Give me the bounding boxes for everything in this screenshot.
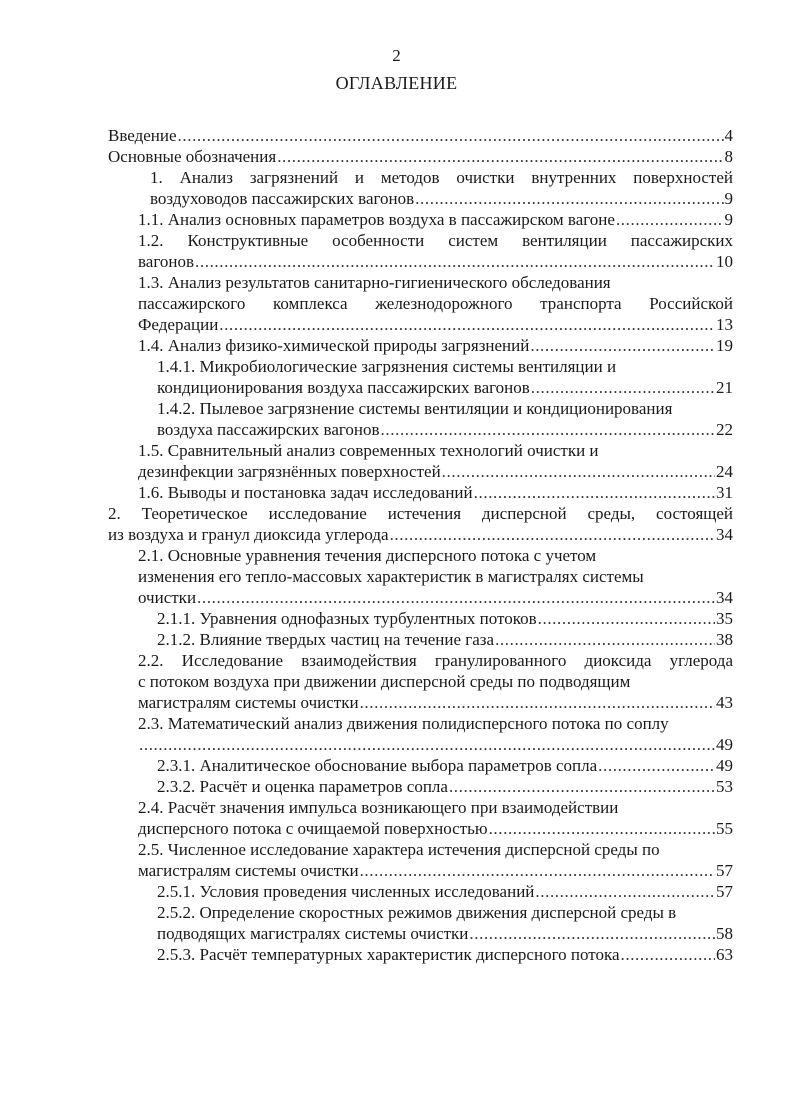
toc-entry (138, 545, 733, 608)
toc-entry-last-line (138, 587, 733, 608)
toc-entry-last-line (138, 734, 733, 755)
toc-entry-last-line (157, 377, 733, 398)
toc-entry-text: подводящих магистралях системы очистки (157, 924, 469, 943)
toc-page-number: 21 (716, 378, 733, 397)
toc-entry-text-line: 2.4. Расчёт значения импульса возникающего при взаимодействии (138, 798, 619, 817)
toc-page-number: 53 (716, 777, 733, 796)
toc-dot-leader (390, 524, 715, 545)
toc-entry-text-line: 1.5. Сравнительный анализ современных технологий очистки и (138, 441, 599, 460)
toc-page-number: 4 (724, 126, 733, 145)
toc-entry-text: из воздуха и гранул диоксида углерода (108, 525, 389, 544)
toc-entry-text: 2.1.1. Уравнения однофазных турбулентных потоков (157, 609, 537, 628)
toc-dot-leader (489, 818, 715, 839)
toc-entry (157, 608, 733, 629)
toc-entry-last-line (138, 461, 733, 482)
toc-entry-text-line: 1.2. Конструктивные особенности систем вентиляции пассажирских (138, 231, 733, 250)
toc-dot-leader (616, 209, 724, 230)
toc-entry-text: 2.3.2. Расчёт и оценка параметров сопла (157, 777, 448, 796)
toc-entry-text-line: пассажирского комплекса железнодорожного транспорта Российской (138, 294, 733, 313)
toc-entry-text: 1.6. Выводы и постановка задач исследований (138, 483, 473, 502)
toc-entry (157, 755, 733, 776)
toc-entry-text: вагонов (138, 252, 195, 271)
toc-entry-last-line (150, 188, 733, 209)
toc-entry (157, 881, 733, 902)
toc-page-number: 55 (716, 819, 733, 838)
toc-entry-last-line (138, 209, 733, 230)
toc-entry (138, 650, 733, 713)
toc-page-number: 8 (724, 147, 733, 166)
toc-dot-leader (415, 188, 723, 209)
toc-entry-text-line: 2.2. Исследование взаимодействия гранулированного диоксида углерода (138, 651, 733, 670)
toc-dot-leader (535, 881, 715, 902)
toc-entry-text: воздуха пассажирских вагонов (157, 420, 380, 439)
toc-entry-text: 2.3.1. Аналитическое обоснование выбора параметров сопла (157, 756, 598, 775)
toc-entry (157, 944, 733, 965)
toc-entry-text-line: 1. Анализ загрязнений и методов очистки внутренних поверхностей (150, 168, 733, 187)
toc-entry-text-line: 2.1. Основные уравнения течения дисперсного потока с учетом (138, 546, 597, 565)
toc-entry-text: Введение (108, 126, 177, 145)
toc-entry-text: 2.5.1. Условия проведения численных исследований (157, 882, 535, 901)
toc-page-number: 63 (716, 945, 733, 964)
toc-entry-text-line: 1.4.2. Пылевое загрязнение системы вентиляции и кондиционирования (157, 399, 673, 418)
toc-entry-text-line: 1.3. Анализ результатов санитарно-гигиенического обследования (138, 273, 611, 292)
toc-dot-leader (538, 608, 715, 629)
toc-page-number: 43 (716, 693, 733, 712)
toc-dot-leader (381, 419, 715, 440)
toc-page-number: 49 (716, 735, 733, 754)
toc-entry-text: очистки (138, 588, 197, 607)
toc-page-number: 49 (716, 756, 733, 775)
toc-dot-leader (531, 377, 715, 398)
toc-entry (108, 146, 733, 167)
page-title: ОГЛАВЛЕНИЕ (335, 73, 458, 93)
toc-entry (138, 272, 733, 335)
toc-entry (138, 713, 733, 755)
toc-entry-text: магистралям системы очистки (138, 861, 359, 880)
toc-entry (157, 356, 733, 398)
toc-entry (108, 503, 733, 545)
toc-entry-last-line (138, 482, 733, 503)
toc-page-number: 38 (716, 630, 733, 649)
toc-entry (108, 125, 733, 146)
toc-page-number: 24 (716, 462, 733, 481)
toc-page-number: 34 (716, 588, 733, 607)
toc-dot-leader (360, 692, 715, 713)
toc-entry (157, 776, 733, 797)
toc-entry-last-line (157, 776, 733, 797)
toc-entry-text-line: 2.3. Математический анализ движения полидисперсного потока по соплу (138, 714, 669, 733)
toc-entry-text-line: 2.5.2. Определение скоростных режимов движения дисперсной среды в (157, 903, 677, 922)
toc-entry-last-line (157, 608, 733, 629)
toc-entry (138, 209, 733, 230)
toc-entry-last-line (138, 860, 733, 881)
toc-entry (157, 398, 733, 440)
toc-dot-leader (139, 734, 715, 755)
toc-page-number: 58 (716, 924, 733, 943)
toc-entry-text: Федерации (138, 315, 219, 334)
toc-entry-text-line: изменения его тепло-массовых характеристик в магистралях системы (138, 567, 644, 586)
toc-entry-last-line (138, 251, 733, 272)
toc-entry-text-line: 1.4.1. Микробиологические загрязнения системы вентиляции и (157, 357, 617, 376)
toc-entry-last-line (157, 629, 733, 650)
toc-page-number: 22 (716, 420, 733, 439)
toc-entry-last-line (157, 881, 733, 902)
toc-entry-text: дисперсного потока с очищаемой поверхностью (138, 819, 488, 838)
toc-dot-leader (178, 125, 724, 146)
toc-entry-text: 1.4. Анализ физико-химической природы загрязнений (138, 336, 530, 355)
toc-entry (150, 167, 733, 209)
toc-dot-leader (195, 251, 715, 272)
toc-entry-text: Основные обозначения (108, 147, 277, 166)
toc-dot-leader (360, 860, 715, 881)
toc-entry-text-line: 2.5. Численное исследование характера истечения дисперсной среды по (138, 840, 660, 859)
toc-entry-last-line (138, 818, 733, 839)
toc-entry-text: 2.1.2. Влияние твердых частиц на течение газа (157, 630, 495, 649)
toc-entry (138, 335, 733, 356)
toc-dot-leader (474, 482, 715, 503)
toc-page-number: 9 (724, 189, 733, 208)
toc-page-number: 35 (716, 609, 733, 628)
toc-page-number: 57 (716, 882, 733, 901)
toc-page-number: 13 (716, 315, 733, 334)
toc-dot-leader (277, 146, 723, 167)
toc-page-number: 57 (716, 861, 733, 880)
toc-entry-last-line (138, 335, 733, 356)
toc-entry (138, 230, 733, 272)
toc-entry-last-line (157, 755, 733, 776)
toc-entry (157, 629, 733, 650)
toc-entry (138, 440, 733, 482)
toc-entry-text-line: 2. Теоретическое исследование истечения дисперсной среды, состоящей (108, 504, 733, 523)
toc-dot-leader (442, 461, 715, 482)
toc-dot-leader (495, 629, 715, 650)
toc-entry-text: 1.1. Анализ основных параметров воздуха в пассажирском вагоне (138, 210, 615, 229)
toc-entry-text: воздуховодов пассажирских вагонов (150, 189, 415, 208)
page-number: 2 (392, 46, 401, 65)
toc-page-number: 31 (716, 483, 733, 502)
toc-dot-leader (530, 335, 715, 356)
toc-entry-last-line (108, 125, 733, 146)
toc-dot-leader (469, 923, 715, 944)
toc-entry-text: кондиционирования воздуха пассажирских вагонов (157, 378, 530, 397)
toc-entry (138, 797, 733, 839)
toc-entry-last-line (157, 923, 733, 944)
toc-entry (138, 839, 733, 881)
toc-dot-leader (598, 755, 715, 776)
toc-page-number: 10 (716, 252, 733, 271)
toc-entry-last-line (138, 692, 733, 713)
toc-entry-last-line (157, 944, 733, 965)
toc-page-number: 34 (716, 525, 733, 544)
toc-dot-leader (449, 776, 715, 797)
toc-entry-last-line (108, 524, 733, 545)
toc-entry-last-line (157, 419, 733, 440)
toc-entry-last-line (138, 314, 733, 335)
toc-dot-leader (621, 944, 716, 965)
toc-entry (157, 902, 733, 944)
toc-dot-leader (219, 314, 715, 335)
toc-entry-text: магистралям системы очистки (138, 693, 359, 712)
toc-page-number: 19 (716, 336, 733, 355)
toc-entry-last-line (108, 146, 733, 167)
toc-entry-text: 2.5.3. Расчёт температурных характеристик дисперсного потока (157, 945, 620, 964)
toc-entry-text: дезинфекции загрязнённых поверхностей (138, 462, 441, 481)
toc-entry (138, 482, 733, 503)
toc-dot-leader (197, 587, 715, 608)
toc-entry-text-line: с потоком воздуха при движении дисперсной среды по подводящим (138, 672, 631, 691)
toc-page-number: 9 (724, 210, 733, 229)
